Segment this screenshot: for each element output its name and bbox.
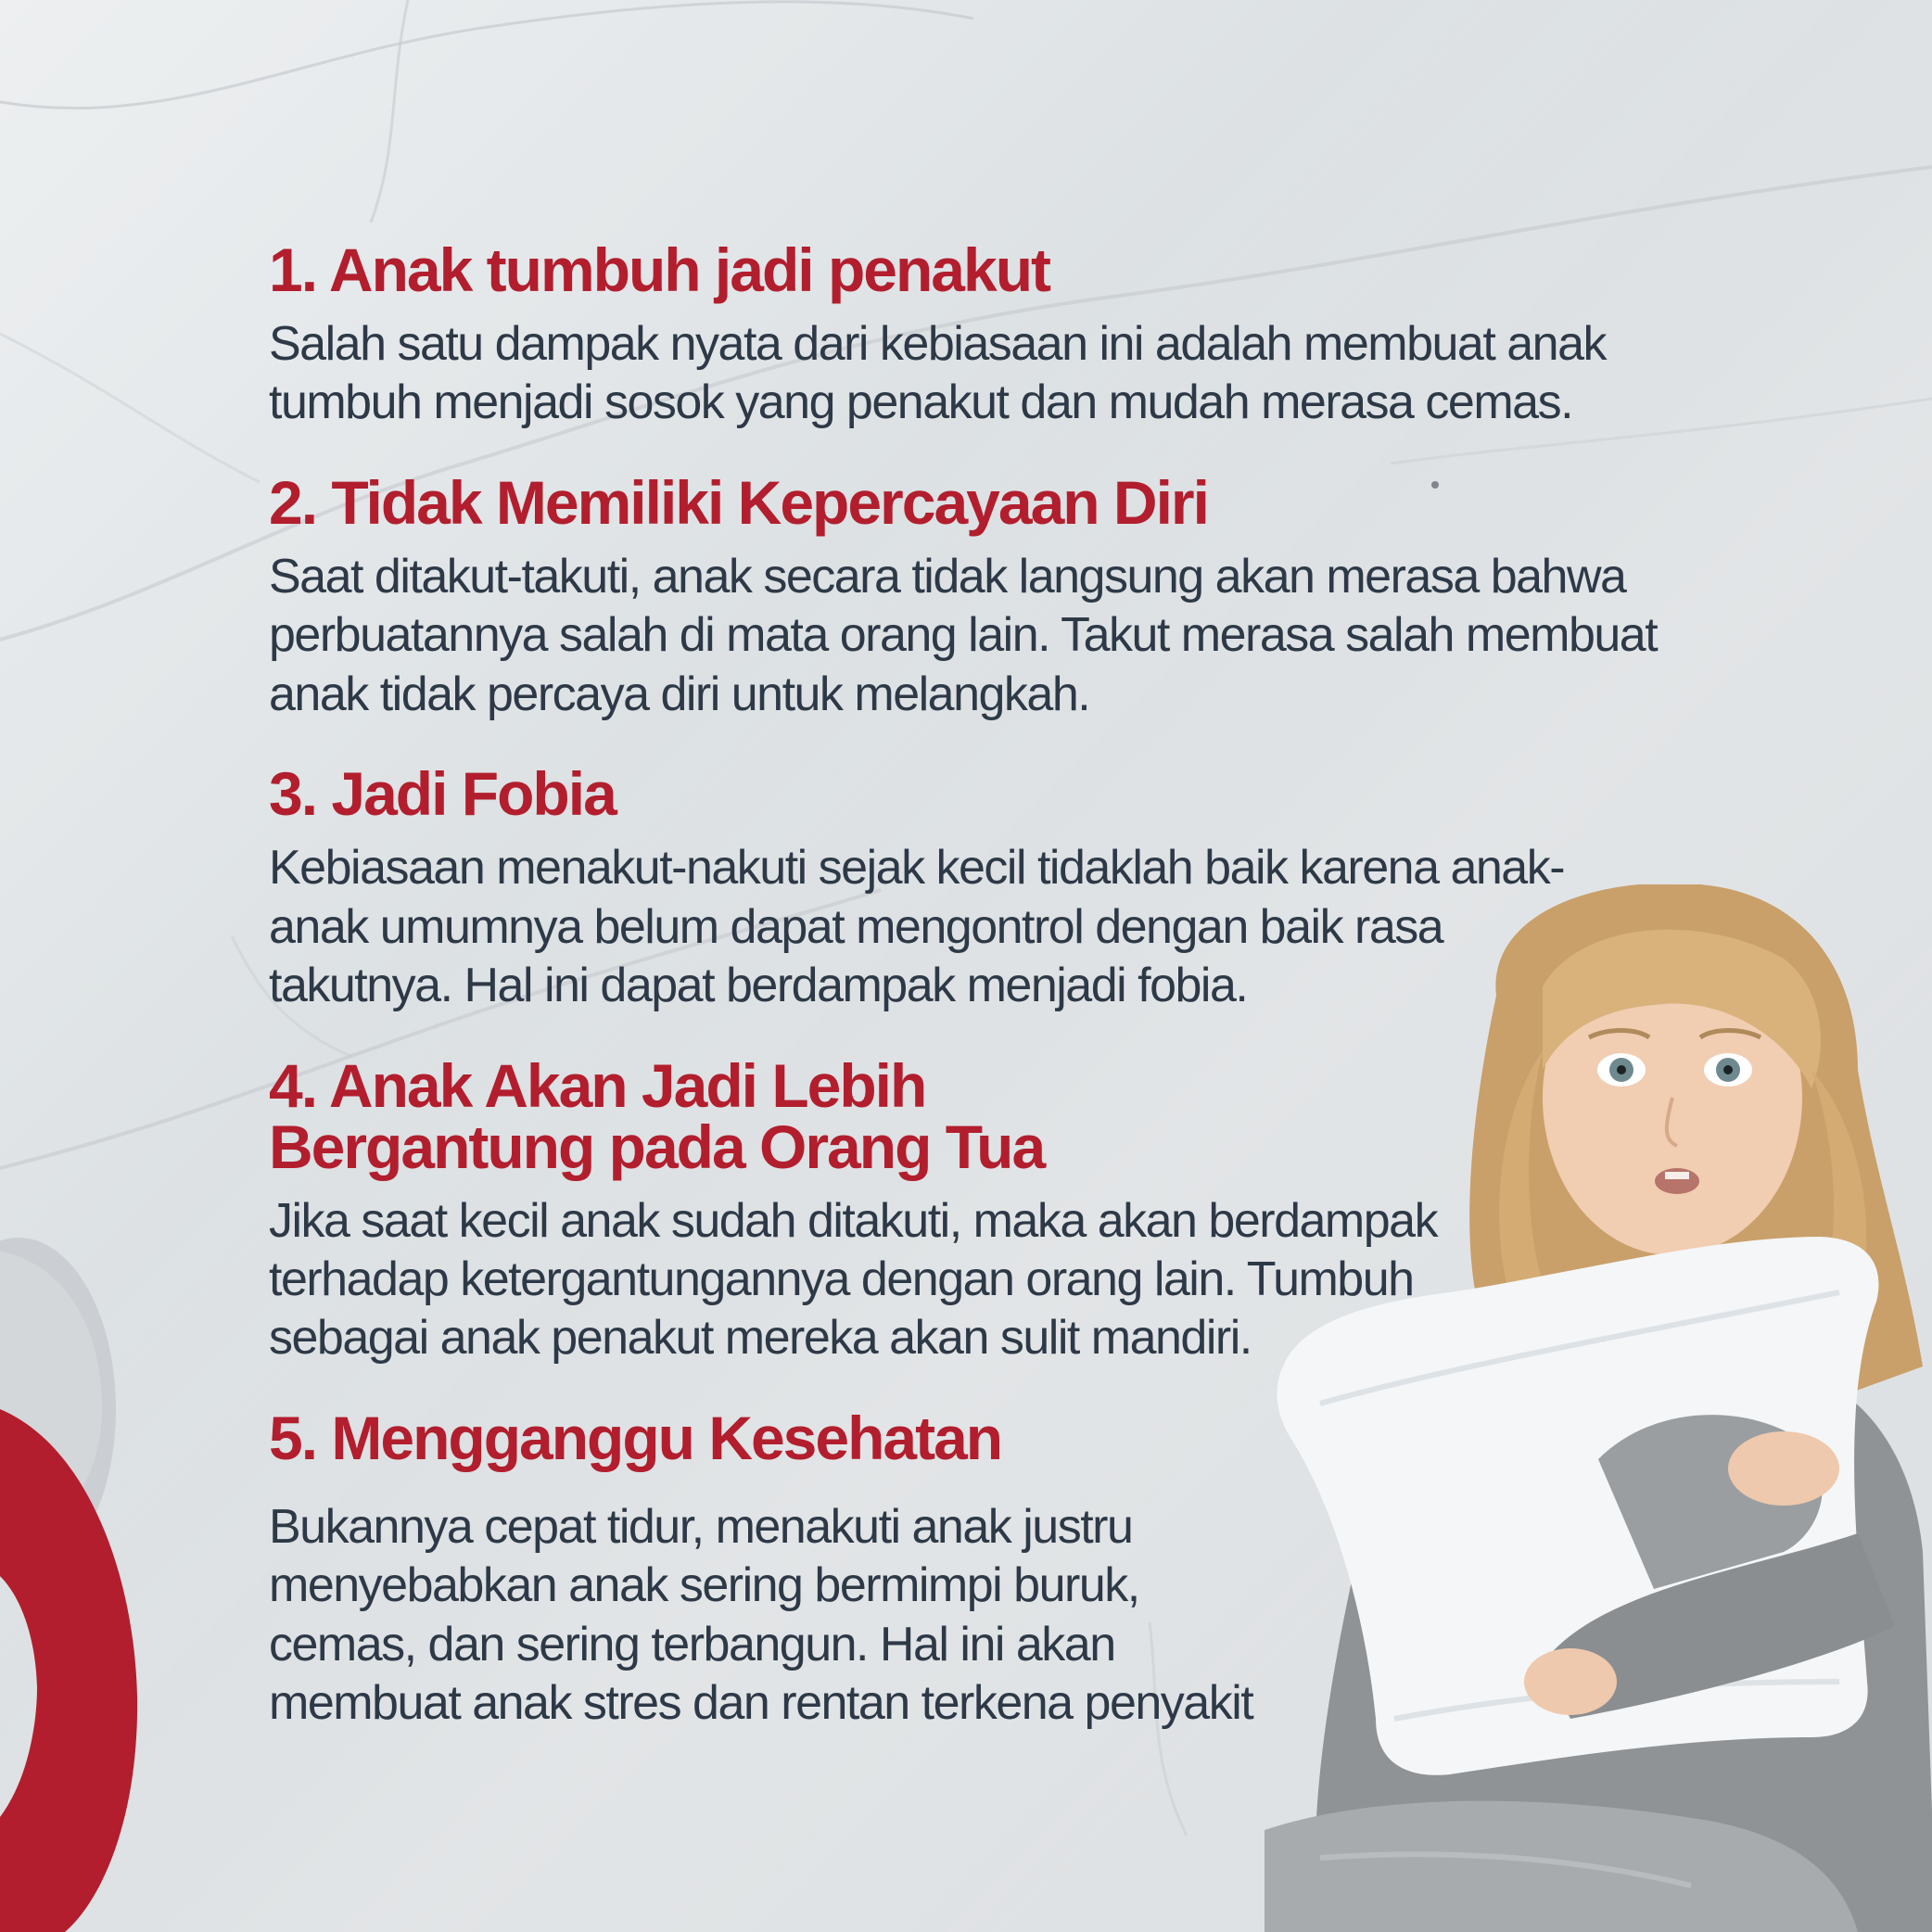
item-title: 1. Anak tumbuh jadi penakut [269,235,1049,304]
red-ring-decoration [0,0,185,1932]
list-item [269,235,1715,433]
item-title: 2. Tidak Memiliki Kepercayaan Diri [269,467,1208,537]
list-item [269,1050,1715,1368]
item-text: Kebiasaan menakut-nakuti sejak kecil tidaklah baik karena anak-anak umumnya belum dapat mengontrol dengan baik rasa takutnya. Hal ini dapat berdampak menjadi fobia. [269,841,1565,1013]
list-item [269,1403,1715,1734]
item-text: Salah satu dampak nyata dari kebiasaan ini adalah membuat anak tumbuh menjadi sosok yang penakut dan mudah merasa cemas. [269,317,1606,430]
item-text: Bukannya cepat tidur, menakuti anak justru menyebabkan anak sering bermimpi buruk, cemas, dan sering terbangun. Hal ini akan membuat anak stres dan rentan terkena penyakit [269,1499,1253,1731]
item-text: Jika saat kecil anak sudah ditakuti, maka akan berdampak terhadap ketergantungannya dengan orang lain. Tumbuh sebagai anak penakut mereka akan sulit mandiri. [269,1193,1438,1366]
list-item [269,759,1715,1015]
item-text: Saat ditakut-takuti, anak secara tidak langsung akan merasa bahwa perbuatannya salah di mata orang lain. Takut merasa salah membuat anak tidak percaya diri untuk melangkah. [269,549,1658,721]
item-title: 5. Mengganggu Kesehatan [269,1403,1002,1472]
item-title: 4. Anak Akan Jadi Lebih Bergantung pada Orang Tua [269,1050,1045,1181]
list-item [269,467,1715,724]
item-title: 3. Jadi Fobia [269,759,616,829]
content-list [269,235,1715,1773]
